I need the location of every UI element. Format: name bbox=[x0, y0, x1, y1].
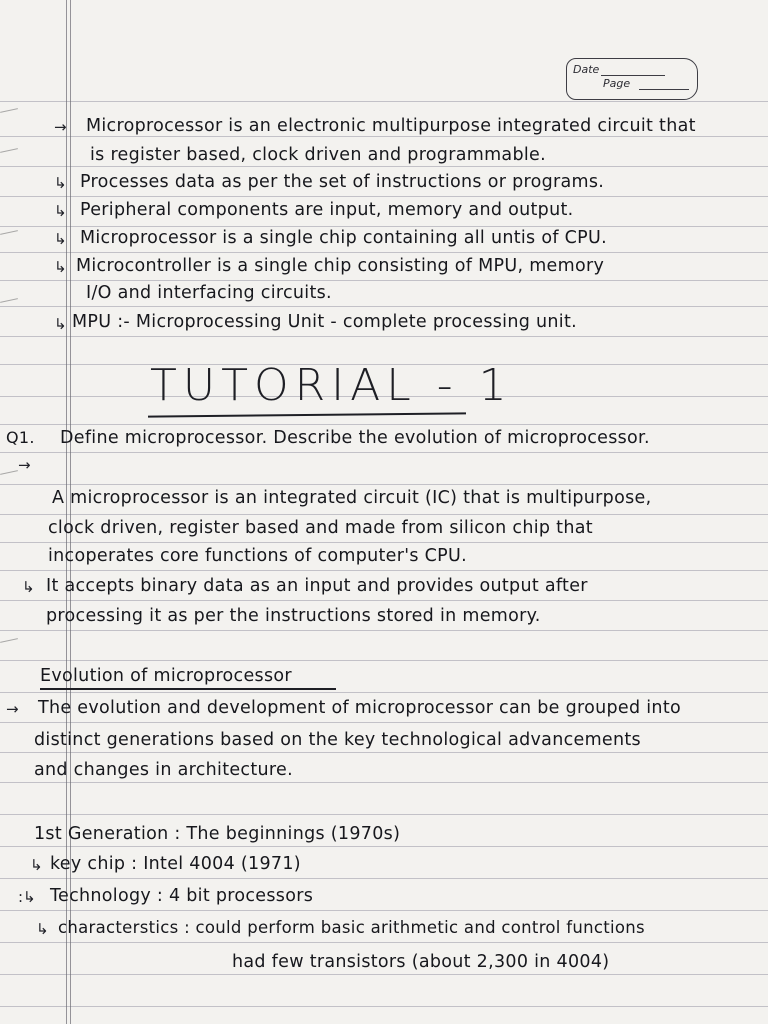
note-line: Microcontroller is a single chip consisting of MPU, memory bbox=[76, 256, 605, 276]
bullet-marker: ↳ bbox=[36, 920, 49, 938]
arrow-marker: → bbox=[54, 118, 67, 136]
ruled-line bbox=[0, 280, 768, 281]
edge-mark bbox=[0, 108, 18, 113]
ruled-line bbox=[0, 814, 768, 815]
question-text: Define microprocessor. Describe the evolution of microprocessor. bbox=[60, 428, 650, 448]
answer-line: clock driven, register based and made from silicon chip that bbox=[48, 518, 593, 538]
ruled-line bbox=[0, 252, 768, 253]
ruled-line bbox=[0, 306, 768, 307]
question-number: Q1. bbox=[6, 428, 35, 447]
tutorial-title: TUTORIAL - 1 bbox=[150, 360, 513, 411]
date-line bbox=[601, 75, 665, 76]
bullet-marker: ↳ bbox=[54, 230, 67, 248]
edge-mark bbox=[0, 148, 18, 153]
ruled-line bbox=[0, 1006, 768, 1007]
note-line: Processes data as per the set of instructions or programs. bbox=[80, 172, 605, 192]
edge-mark bbox=[0, 230, 18, 235]
ruled-line bbox=[0, 878, 768, 879]
page-label: Page bbox=[603, 77, 631, 90]
generation-line: Technology : 4 bit processors bbox=[50, 886, 314, 906]
ruled-line bbox=[0, 424, 768, 425]
ruled-line bbox=[0, 196, 768, 197]
evolution-line: The evolution and development of microprocessor can be grouped into bbox=[38, 698, 681, 718]
ruled-line bbox=[0, 166, 768, 167]
ruled-line bbox=[0, 101, 768, 102]
heading-underline bbox=[40, 688, 336, 690]
generation-line: characterstics : could perform basic arithmetic and control functions bbox=[58, 918, 645, 937]
note-line: is register based, clock driven and programmable. bbox=[90, 145, 546, 165]
evolution-line: and changes in architecture. bbox=[34, 760, 293, 780]
ruled-line bbox=[0, 600, 768, 601]
ruled-line bbox=[0, 484, 768, 485]
bullet-marker: ↳ bbox=[30, 856, 43, 874]
page-line bbox=[639, 89, 689, 90]
arrow-marker: → bbox=[6, 700, 19, 718]
ruled-line bbox=[0, 570, 768, 571]
note-line: I/O and interfacing circuits. bbox=[86, 283, 332, 303]
evolution-line: distinct generations based on the key technological advancements bbox=[34, 730, 641, 750]
evolution-heading: Evolution of microprocessor bbox=[40, 666, 292, 686]
ruled-line bbox=[0, 942, 768, 943]
ruled-line bbox=[0, 910, 768, 911]
generation-line: key chip : Intel 4004 (1971) bbox=[50, 854, 301, 874]
ruled-line bbox=[0, 782, 768, 783]
ruled-line bbox=[0, 722, 768, 723]
bullet-marker: ↳ bbox=[22, 578, 35, 596]
ruled-line bbox=[0, 542, 768, 543]
ruled-line bbox=[0, 752, 768, 753]
ruled-line bbox=[0, 452, 768, 453]
ruled-line bbox=[0, 692, 768, 693]
ruled-line bbox=[0, 514, 768, 515]
ruled-line bbox=[0, 336, 768, 337]
ruled-line bbox=[0, 630, 768, 631]
ruled-line bbox=[0, 974, 768, 975]
bullet-marker: ↳ bbox=[54, 202, 67, 220]
date-label: Date bbox=[573, 63, 600, 76]
answer-arrow: → bbox=[18, 456, 31, 474]
answer-line: A microprocessor is an integrated circuit (IC) that is multipurpose, bbox=[52, 488, 652, 508]
ruled-line bbox=[0, 660, 768, 661]
edge-mark bbox=[0, 470, 18, 475]
edge-mark bbox=[0, 298, 18, 303]
generation-heading: 1st Generation : The beginnings (1970s) bbox=[34, 824, 401, 844]
note-line: Peripheral components are input, memory and output. bbox=[80, 200, 574, 220]
ruled-line bbox=[0, 846, 768, 847]
generation-line: had few transistors (about 2,300 in 4004) bbox=[232, 952, 610, 972]
answer-line: It accepts binary data as an input and provides output after bbox=[46, 576, 588, 596]
note-line: Microprocessor is a single chip containing all untis of CPU. bbox=[80, 228, 608, 248]
ruled-line bbox=[0, 136, 768, 137]
answer-line: incoperates core functions of computer's CPU. bbox=[48, 546, 467, 566]
bullet-marker: ↳ bbox=[54, 315, 67, 333]
title-underline bbox=[148, 412, 466, 417]
ruled-line bbox=[0, 226, 768, 227]
note-line: MPU :- Microprocessing Unit - complete processing unit. bbox=[72, 312, 577, 332]
bullet-marker: :↳ bbox=[18, 888, 36, 906]
bullet-marker: ↳ bbox=[54, 258, 67, 276]
answer-line: processing it as per the instructions stored in memory. bbox=[46, 606, 541, 626]
note-line: Microprocessor is an electronic multipurpose integrated circuit that bbox=[86, 116, 696, 136]
bullet-marker: ↳ bbox=[54, 174, 67, 192]
edge-mark bbox=[0, 638, 18, 643]
date-page-box bbox=[566, 58, 698, 100]
